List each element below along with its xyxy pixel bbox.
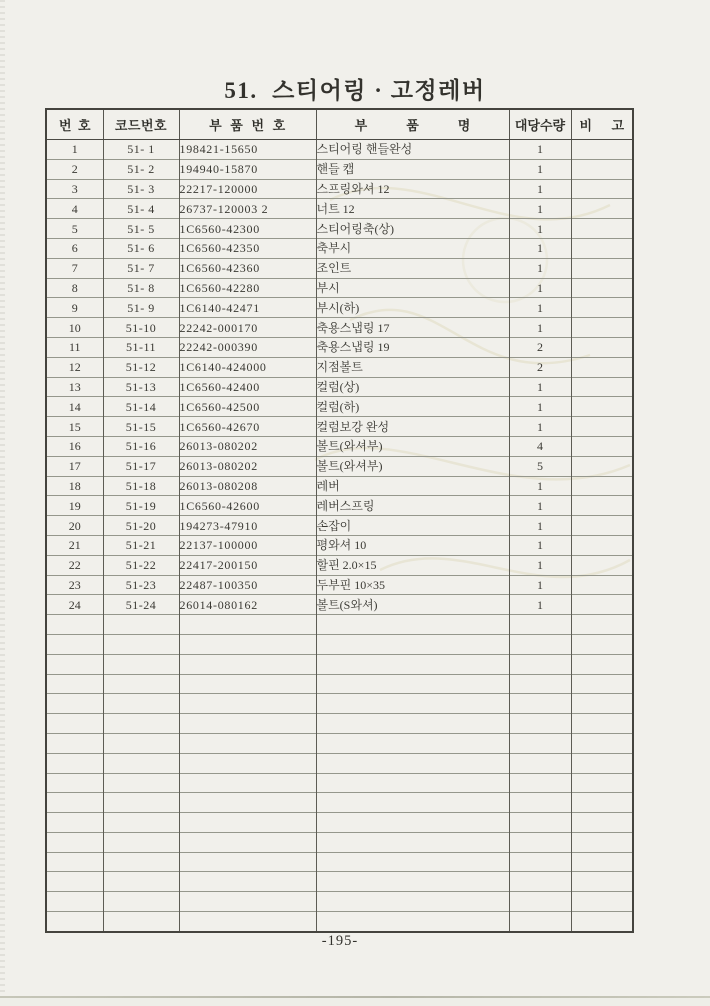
cell-part_name: 축부시 xyxy=(316,238,509,258)
empty-cell-no xyxy=(46,832,103,852)
empty-cell-part_no xyxy=(179,694,316,714)
cell-part_no: 26014-080162 xyxy=(179,595,316,615)
cell-remark xyxy=(571,179,633,199)
cell-no: 9 xyxy=(46,298,103,318)
cell-part_no: 22242-000390 xyxy=(179,337,316,357)
empty-cell-no xyxy=(46,872,103,892)
empty-cell-code xyxy=(103,654,179,674)
cell-remark xyxy=(571,417,633,437)
table-row xyxy=(46,337,633,357)
empty-cell-part_name xyxy=(316,694,509,714)
empty-table-row xyxy=(46,813,633,833)
empty-cell-no xyxy=(46,912,103,932)
cell-qty: 4 xyxy=(509,436,571,456)
empty-cell-code xyxy=(103,832,179,852)
empty-cell-part_name xyxy=(316,654,509,674)
cell-part_name: 핸들 캡 xyxy=(316,159,509,179)
cell-no: 5 xyxy=(46,219,103,239)
cell-qty: 1 xyxy=(509,258,571,278)
empty-table-row xyxy=(46,694,633,714)
cell-remark xyxy=(571,357,633,377)
table-row xyxy=(46,159,633,179)
empty-table-row xyxy=(46,773,633,793)
empty-table-row xyxy=(46,892,633,912)
cell-no: 1 xyxy=(46,140,103,160)
empty-cell-qty xyxy=(509,654,571,674)
cell-remark xyxy=(571,318,633,338)
cell-code: 51- 5 xyxy=(103,219,179,239)
table-row xyxy=(46,219,633,239)
empty-cell-qty xyxy=(509,813,571,833)
column-header-remark: 비 고 xyxy=(571,109,633,140)
cell-remark xyxy=(571,140,633,160)
cell-qty: 1 xyxy=(509,238,571,258)
empty-cell-remark xyxy=(571,813,633,833)
cell-remark xyxy=(571,535,633,555)
empty-cell-part_no xyxy=(179,852,316,872)
cell-part_name: 컬럼(상) xyxy=(316,377,509,397)
table-row xyxy=(46,417,633,437)
cell-part_no: 26013-080208 xyxy=(179,476,316,496)
empty-cell-qty xyxy=(509,615,571,635)
cell-part_name: 손잡이 xyxy=(316,516,509,536)
empty-cell-part_name xyxy=(316,733,509,753)
empty-cell-remark xyxy=(571,912,633,932)
cell-qty: 1 xyxy=(509,496,571,516)
cell-remark xyxy=(571,575,633,595)
cell-code: 51-20 xyxy=(103,516,179,536)
table-row xyxy=(46,535,633,555)
cell-code: 51-24 xyxy=(103,595,179,615)
empty-cell-code xyxy=(103,753,179,773)
empty-cell-qty xyxy=(509,773,571,793)
table-row xyxy=(46,555,633,575)
empty-table-row xyxy=(46,793,633,813)
cell-part_no: 1C6560-42600 xyxy=(179,496,316,516)
cell-part_no: 198421-15650 xyxy=(179,140,316,160)
parts-table xyxy=(45,108,634,933)
cell-remark xyxy=(571,555,633,575)
table-row xyxy=(46,318,633,338)
cell-qty: 1 xyxy=(509,159,571,179)
empty-cell-code xyxy=(103,912,179,932)
empty-table-row xyxy=(46,674,633,694)
table-row xyxy=(46,397,633,417)
empty-cell-qty xyxy=(509,733,571,753)
cell-remark xyxy=(571,298,633,318)
cell-remark xyxy=(571,278,633,298)
cell-qty: 1 xyxy=(509,199,571,219)
empty-cell-remark xyxy=(571,674,633,694)
cell-part_name: 두부핀 10×35 xyxy=(316,575,509,595)
table-row xyxy=(46,496,633,516)
cell-qty: 1 xyxy=(509,377,571,397)
empty-cell-remark xyxy=(571,634,633,654)
empty-cell-qty xyxy=(509,634,571,654)
cell-remark xyxy=(571,397,633,417)
cell-part_name: 레버스프링 xyxy=(316,496,509,516)
cell-no: 8 xyxy=(46,278,103,298)
cell-qty: 1 xyxy=(509,555,571,575)
cell-qty: 5 xyxy=(509,456,571,476)
empty-cell-remark xyxy=(571,773,633,793)
cell-part_name: 지점볼트 xyxy=(316,357,509,377)
cell-no: 14 xyxy=(46,397,103,417)
cell-part_no: 22137-100000 xyxy=(179,535,316,555)
table-row xyxy=(46,278,633,298)
cell-no: 10 xyxy=(46,318,103,338)
cell-code: 51- 6 xyxy=(103,238,179,258)
column-header-part_name: 부 품 명 xyxy=(316,109,509,140)
cell-code: 51- 2 xyxy=(103,159,179,179)
cell-code: 51-18 xyxy=(103,476,179,496)
empty-cell-part_name xyxy=(316,793,509,813)
cell-qty: 1 xyxy=(509,140,571,160)
empty-cell-part_no xyxy=(179,733,316,753)
empty-cell-remark xyxy=(571,892,633,912)
empty-cell-no xyxy=(46,793,103,813)
column-header-qty: 대당수량 xyxy=(509,109,571,140)
cell-part_no: 1C6560-42300 xyxy=(179,219,316,239)
cell-no: 22 xyxy=(46,555,103,575)
table-row xyxy=(46,298,633,318)
empty-cell-part_name xyxy=(316,753,509,773)
empty-cell-remark xyxy=(571,793,633,813)
cell-remark xyxy=(571,476,633,496)
cell-qty: 2 xyxy=(509,337,571,357)
empty-cell-part_no xyxy=(179,674,316,694)
cell-part_no: 1C6560-42500 xyxy=(179,397,316,417)
cell-part_no: 194273-47910 xyxy=(179,516,316,536)
cell-qty: 2 xyxy=(509,357,571,377)
empty-cell-remark xyxy=(571,753,633,773)
cell-part_no: 22242-000170 xyxy=(179,318,316,338)
empty-cell-part_no xyxy=(179,912,316,932)
empty-table-row xyxy=(46,912,633,932)
table-row xyxy=(46,516,633,536)
cell-no: 4 xyxy=(46,199,103,219)
empty-cell-no xyxy=(46,634,103,654)
empty-cell-part_no xyxy=(179,773,316,793)
cell-part_name: 스티어링축(상) xyxy=(316,219,509,239)
empty-cell-remark xyxy=(571,733,633,753)
empty-cell-remark xyxy=(571,714,633,734)
cell-part_no: 1C6140-42471 xyxy=(179,298,316,318)
empty-cell-part_no xyxy=(179,872,316,892)
cell-no: 21 xyxy=(46,535,103,555)
cell-code: 51- 1 xyxy=(103,140,179,160)
empty-cell-part_name xyxy=(316,634,509,654)
empty-cell-qty xyxy=(509,892,571,912)
empty-cell-code xyxy=(103,813,179,833)
empty-cell-part_name xyxy=(316,852,509,872)
cell-code: 51- 8 xyxy=(103,278,179,298)
empty-table-row xyxy=(46,714,633,734)
cell-part_name: 컬럼보강 완성 xyxy=(316,417,509,437)
empty-table-row xyxy=(46,634,633,654)
cell-part_no: 1C6560-42400 xyxy=(179,377,316,397)
cell-no: 17 xyxy=(46,456,103,476)
empty-cell-qty xyxy=(509,852,571,872)
cell-qty: 1 xyxy=(509,535,571,555)
cell-part_name: 축용스냅링 17 xyxy=(316,318,509,338)
empty-table-row xyxy=(46,832,633,852)
table-row xyxy=(46,179,633,199)
empty-cell-no xyxy=(46,813,103,833)
cell-code: 51- 9 xyxy=(103,298,179,318)
cell-part_no: 1C6140-424000 xyxy=(179,357,316,377)
empty-cell-part_no xyxy=(179,832,316,852)
empty-cell-remark xyxy=(571,832,633,852)
cell-part_no: 1C6560-42350 xyxy=(179,238,316,258)
cell-qty: 1 xyxy=(509,179,571,199)
parts-table-body xyxy=(46,140,633,932)
cell-code: 51-14 xyxy=(103,397,179,417)
cell-no: 13 xyxy=(46,377,103,397)
cell-no: 19 xyxy=(46,496,103,516)
cell-code: 51- 4 xyxy=(103,199,179,219)
cell-remark xyxy=(571,436,633,456)
empty-cell-no xyxy=(46,753,103,773)
table-row xyxy=(46,140,633,160)
cell-qty: 1 xyxy=(509,476,571,496)
cell-qty: 1 xyxy=(509,595,571,615)
empty-cell-no xyxy=(46,733,103,753)
empty-cell-part_no xyxy=(179,654,316,674)
empty-cell-no xyxy=(46,694,103,714)
cell-code: 51-22 xyxy=(103,555,179,575)
empty-cell-part_name xyxy=(316,872,509,892)
empty-cell-no xyxy=(46,674,103,694)
cell-code: 51-19 xyxy=(103,496,179,516)
empty-cell-no xyxy=(46,714,103,734)
empty-cell-code xyxy=(103,615,179,635)
cell-part_name: 평와셔 10 xyxy=(316,535,509,555)
cell-part_name: 레버 xyxy=(316,476,509,496)
cell-part_name: 부시 xyxy=(316,278,509,298)
table-row xyxy=(46,456,633,476)
empty-cell-part_no xyxy=(179,813,316,833)
empty-cell-code xyxy=(103,694,179,714)
cell-qty: 1 xyxy=(509,575,571,595)
empty-cell-part_name xyxy=(316,773,509,793)
cell-part_no: 22417-200150 xyxy=(179,555,316,575)
cell-part_name: 스티어링 핸들완성 xyxy=(316,140,509,160)
empty-cell-no xyxy=(46,615,103,635)
empty-cell-part_no xyxy=(179,714,316,734)
cell-code: 51-23 xyxy=(103,575,179,595)
empty-cell-remark xyxy=(571,615,633,635)
cell-code: 51-12 xyxy=(103,357,179,377)
cell-part_no: 194940-15870 xyxy=(179,159,316,179)
cell-code: 51-10 xyxy=(103,318,179,338)
cell-no: 3 xyxy=(46,179,103,199)
empty-cell-code xyxy=(103,852,179,872)
cell-part_no: 1C6560-42280 xyxy=(179,278,316,298)
cell-no: 20 xyxy=(46,516,103,536)
cell-part_name: 너트 12 xyxy=(316,199,509,219)
cell-no: 12 xyxy=(46,357,103,377)
empty-cell-part_no xyxy=(179,753,316,773)
cell-no: 11 xyxy=(46,337,103,357)
cell-remark xyxy=(571,516,633,536)
cell-no: 23 xyxy=(46,575,103,595)
cell-remark xyxy=(571,595,633,615)
cell-part_name: 볼트(와셔부) xyxy=(316,456,509,476)
cell-qty: 1 xyxy=(509,298,571,318)
cell-no: 18 xyxy=(46,476,103,496)
empty-cell-remark xyxy=(571,694,633,714)
empty-cell-code xyxy=(103,674,179,694)
empty-cell-part_no xyxy=(179,793,316,813)
empty-cell-qty xyxy=(509,674,571,694)
table-row xyxy=(46,199,633,219)
cell-part_name: 볼트(S와셔) xyxy=(316,595,509,615)
table-row xyxy=(46,575,633,595)
cell-remark xyxy=(571,456,633,476)
empty-cell-qty xyxy=(509,912,571,932)
table-row xyxy=(46,377,633,397)
cell-qty: 1 xyxy=(509,318,571,338)
cell-remark xyxy=(571,258,633,278)
table-row xyxy=(46,436,633,456)
page-number: -195- xyxy=(321,933,359,949)
empty-cell-part_name xyxy=(316,892,509,912)
cell-part_name: 스프링와셔 12 xyxy=(316,179,509,199)
page-title: 51. 스티어링 · 고정레버 xyxy=(224,78,486,103)
empty-cell-qty xyxy=(509,714,571,734)
empty-cell-qty xyxy=(509,872,571,892)
cell-no: 6 xyxy=(46,238,103,258)
empty-cell-part_name xyxy=(316,813,509,833)
cell-remark xyxy=(571,238,633,258)
column-header-no: 번 호 xyxy=(46,109,103,140)
empty-table-row xyxy=(46,753,633,773)
empty-table-row xyxy=(46,615,633,635)
empty-cell-no xyxy=(46,892,103,912)
empty-cell-no xyxy=(46,773,103,793)
empty-cell-remark xyxy=(571,852,633,872)
cell-remark xyxy=(571,159,633,179)
cell-remark xyxy=(571,337,633,357)
cell-part_name: 축용스냅링 19 xyxy=(316,337,509,357)
cell-remark xyxy=(571,199,633,219)
table-header-row xyxy=(46,109,633,140)
table-row xyxy=(46,258,633,278)
cell-no: 15 xyxy=(46,417,103,437)
cell-no: 7 xyxy=(46,258,103,278)
cell-qty: 1 xyxy=(509,219,571,239)
cell-no: 24 xyxy=(46,595,103,615)
table-row xyxy=(46,476,633,496)
empty-cell-no xyxy=(46,852,103,872)
empty-table-row xyxy=(46,654,633,674)
cell-code: 51-15 xyxy=(103,417,179,437)
cell-code: 51-13 xyxy=(103,377,179,397)
cell-code: 51-11 xyxy=(103,337,179,357)
cell-part_no: 22487-100350 xyxy=(179,575,316,595)
cell-code: 51- 7 xyxy=(103,258,179,278)
empty-cell-remark xyxy=(571,654,633,674)
cell-part_no: 1C6560-42670 xyxy=(179,417,316,437)
scan-left-edge xyxy=(0,0,5,1006)
column-header-part_no: 부 품 번 호 xyxy=(179,109,316,140)
cell-qty: 1 xyxy=(509,516,571,536)
cell-remark xyxy=(571,219,633,239)
empty-cell-code xyxy=(103,892,179,912)
empty-cell-code xyxy=(103,714,179,734)
empty-table-row xyxy=(46,872,633,892)
empty-cell-part_no xyxy=(179,892,316,912)
cell-no: 2 xyxy=(46,159,103,179)
cell-code: 51-21 xyxy=(103,535,179,555)
empty-cell-code xyxy=(103,872,179,892)
scan-background-strip xyxy=(0,998,710,1006)
empty-cell-part_name xyxy=(316,832,509,852)
cell-code: 51- 3 xyxy=(103,179,179,199)
cell-no: 16 xyxy=(46,436,103,456)
empty-cell-code xyxy=(103,793,179,813)
empty-cell-part_name xyxy=(316,714,509,734)
empty-cell-part_name xyxy=(316,674,509,694)
cell-remark xyxy=(571,496,633,516)
cell-part_name: 컬럼(하) xyxy=(316,397,509,417)
column-header-code: 코드번호 xyxy=(103,109,179,140)
cell-qty: 1 xyxy=(509,278,571,298)
empty-cell-code xyxy=(103,634,179,654)
cell-part_name: 볼트(와셔부) xyxy=(316,436,509,456)
cell-remark xyxy=(571,377,633,397)
empty-cell-part_name xyxy=(316,615,509,635)
table-row xyxy=(46,595,633,615)
cell-code: 51-16 xyxy=(103,436,179,456)
empty-cell-remark xyxy=(571,872,633,892)
empty-cell-part_no xyxy=(179,634,316,654)
table-row xyxy=(46,238,633,258)
cell-qty: 1 xyxy=(509,397,571,417)
cell-part_no: 26737-120003 2 xyxy=(179,199,316,219)
table-row xyxy=(46,357,633,377)
empty-cell-part_name xyxy=(316,912,509,932)
cell-part_name: 부시(하) xyxy=(316,298,509,318)
empty-table-row xyxy=(46,852,633,872)
cell-part_no: 26013-080202 xyxy=(179,456,316,476)
cell-part_no: 26013-080202 xyxy=(179,436,316,456)
cell-part_name: 할핀 2.0×15 xyxy=(316,555,509,575)
table-header xyxy=(46,109,633,140)
empty-cell-code xyxy=(103,773,179,793)
empty-cell-qty xyxy=(509,753,571,773)
cell-qty: 1 xyxy=(509,417,571,437)
empty-table-row xyxy=(46,733,633,753)
empty-cell-no xyxy=(46,654,103,674)
empty-cell-qty xyxy=(509,694,571,714)
cell-code: 51-17 xyxy=(103,456,179,476)
cell-part_name: 조인트 xyxy=(316,258,509,278)
empty-cell-code xyxy=(103,733,179,753)
empty-cell-part_no xyxy=(179,615,316,635)
cell-part_no: 1C6560-42360 xyxy=(179,258,316,278)
cell-part_no: 22217-120000 xyxy=(179,179,316,199)
empty-cell-qty xyxy=(509,832,571,852)
empty-cell-qty xyxy=(509,793,571,813)
